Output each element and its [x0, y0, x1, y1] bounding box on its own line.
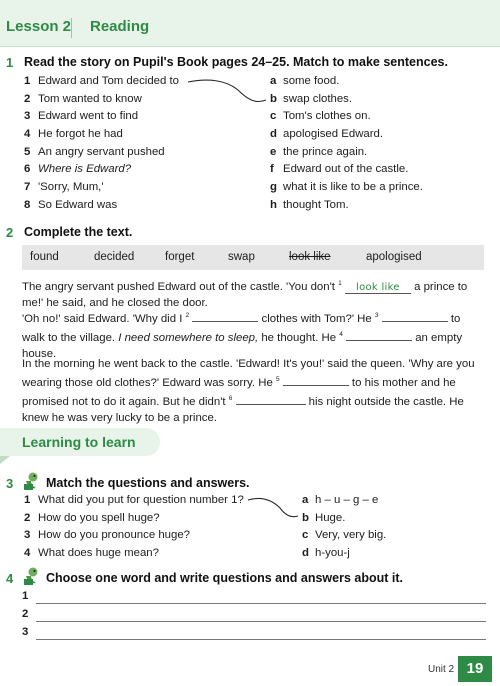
header-band	[0, 0, 500, 46]
word-option: swap	[228, 251, 255, 263]
word-option: apologised	[366, 251, 422, 263]
answer-line-number: 3	[22, 626, 29, 638]
lesson-title: Reading	[90, 18, 150, 35]
story-paragraph-3: In the morning he went back to the castle. 'Edward! It's you!' said the queen. 'Why are you wearing those old clothes?' Edward was sorry. He $^5$ to his mother and he promised not to do it again. But he didn't $^6$ his night outside the castle. He knew he was very lucky to be a prince.	[22, 358, 475, 424]
answer-line-number: 1	[22, 590, 29, 602]
answer-line[interactable]	[36, 621, 486, 622]
story-paragraph-1: The angry servant pushed Edward out of the castle. 'You don't $^1$ look like a prince to me!' he said, and he closed the door.	[22, 280, 468, 309]
bookworm-icon	[22, 566, 40, 586]
bookworm-icon	[22, 471, 40, 491]
answer-line-number: 2	[22, 608, 29, 620]
answer-blank-6[interactable]	[236, 394, 306, 405]
unit-label: Unit 2	[428, 664, 455, 675]
exercise-1-number: 1	[6, 55, 14, 70]
answer-line[interactable]	[36, 603, 486, 604]
word-option-used: look like	[289, 251, 331, 263]
page-number: 19	[458, 656, 492, 682]
exercise-4-title: Choose one word and write questions and answers about it.	[46, 571, 403, 585]
section-title: Learning to learn	[22, 434, 136, 450]
answer-line[interactable]	[36, 639, 486, 640]
word-option: forget	[165, 251, 195, 263]
word-option: found	[30, 251, 59, 263]
example-match-line	[186, 76, 268, 110]
example-match-line	[246, 494, 300, 526]
exercise-3-number: 3	[6, 476, 14, 491]
exercise-2-title: Complete the text.	[24, 225, 133, 239]
header-separator	[71, 18, 72, 38]
exercise-3-title: Match the questions and answers.	[46, 476, 250, 490]
exercise-1-title: Read the story on Pupil's Book pages 24–25. Match to make sentences.	[24, 55, 448, 69]
answer-blank-3[interactable]	[382, 311, 448, 322]
exercise-2-number: 2	[6, 225, 14, 240]
section-band-fold	[0, 456, 10, 464]
answer-blank-4[interactable]	[346, 330, 412, 341]
header-divider	[0, 46, 500, 47]
answer-blank-2[interactable]	[192, 311, 258, 322]
story-paragraph-2: 'Oh no!' said Edward. 'Why did I $^2$ clothes with Tom?' He $^3$ to walk to the village. I need somewhere to sleep, he thought. He $^4$ an empty house.	[22, 312, 463, 360]
exercise-4-number: 4	[6, 571, 14, 586]
example-answer: look like	[345, 282, 411, 294]
lesson-number: Lesson 2	[6, 18, 72, 35]
answer-blank-5[interactable]	[283, 375, 349, 386]
word-option: decided	[94, 251, 135, 263]
